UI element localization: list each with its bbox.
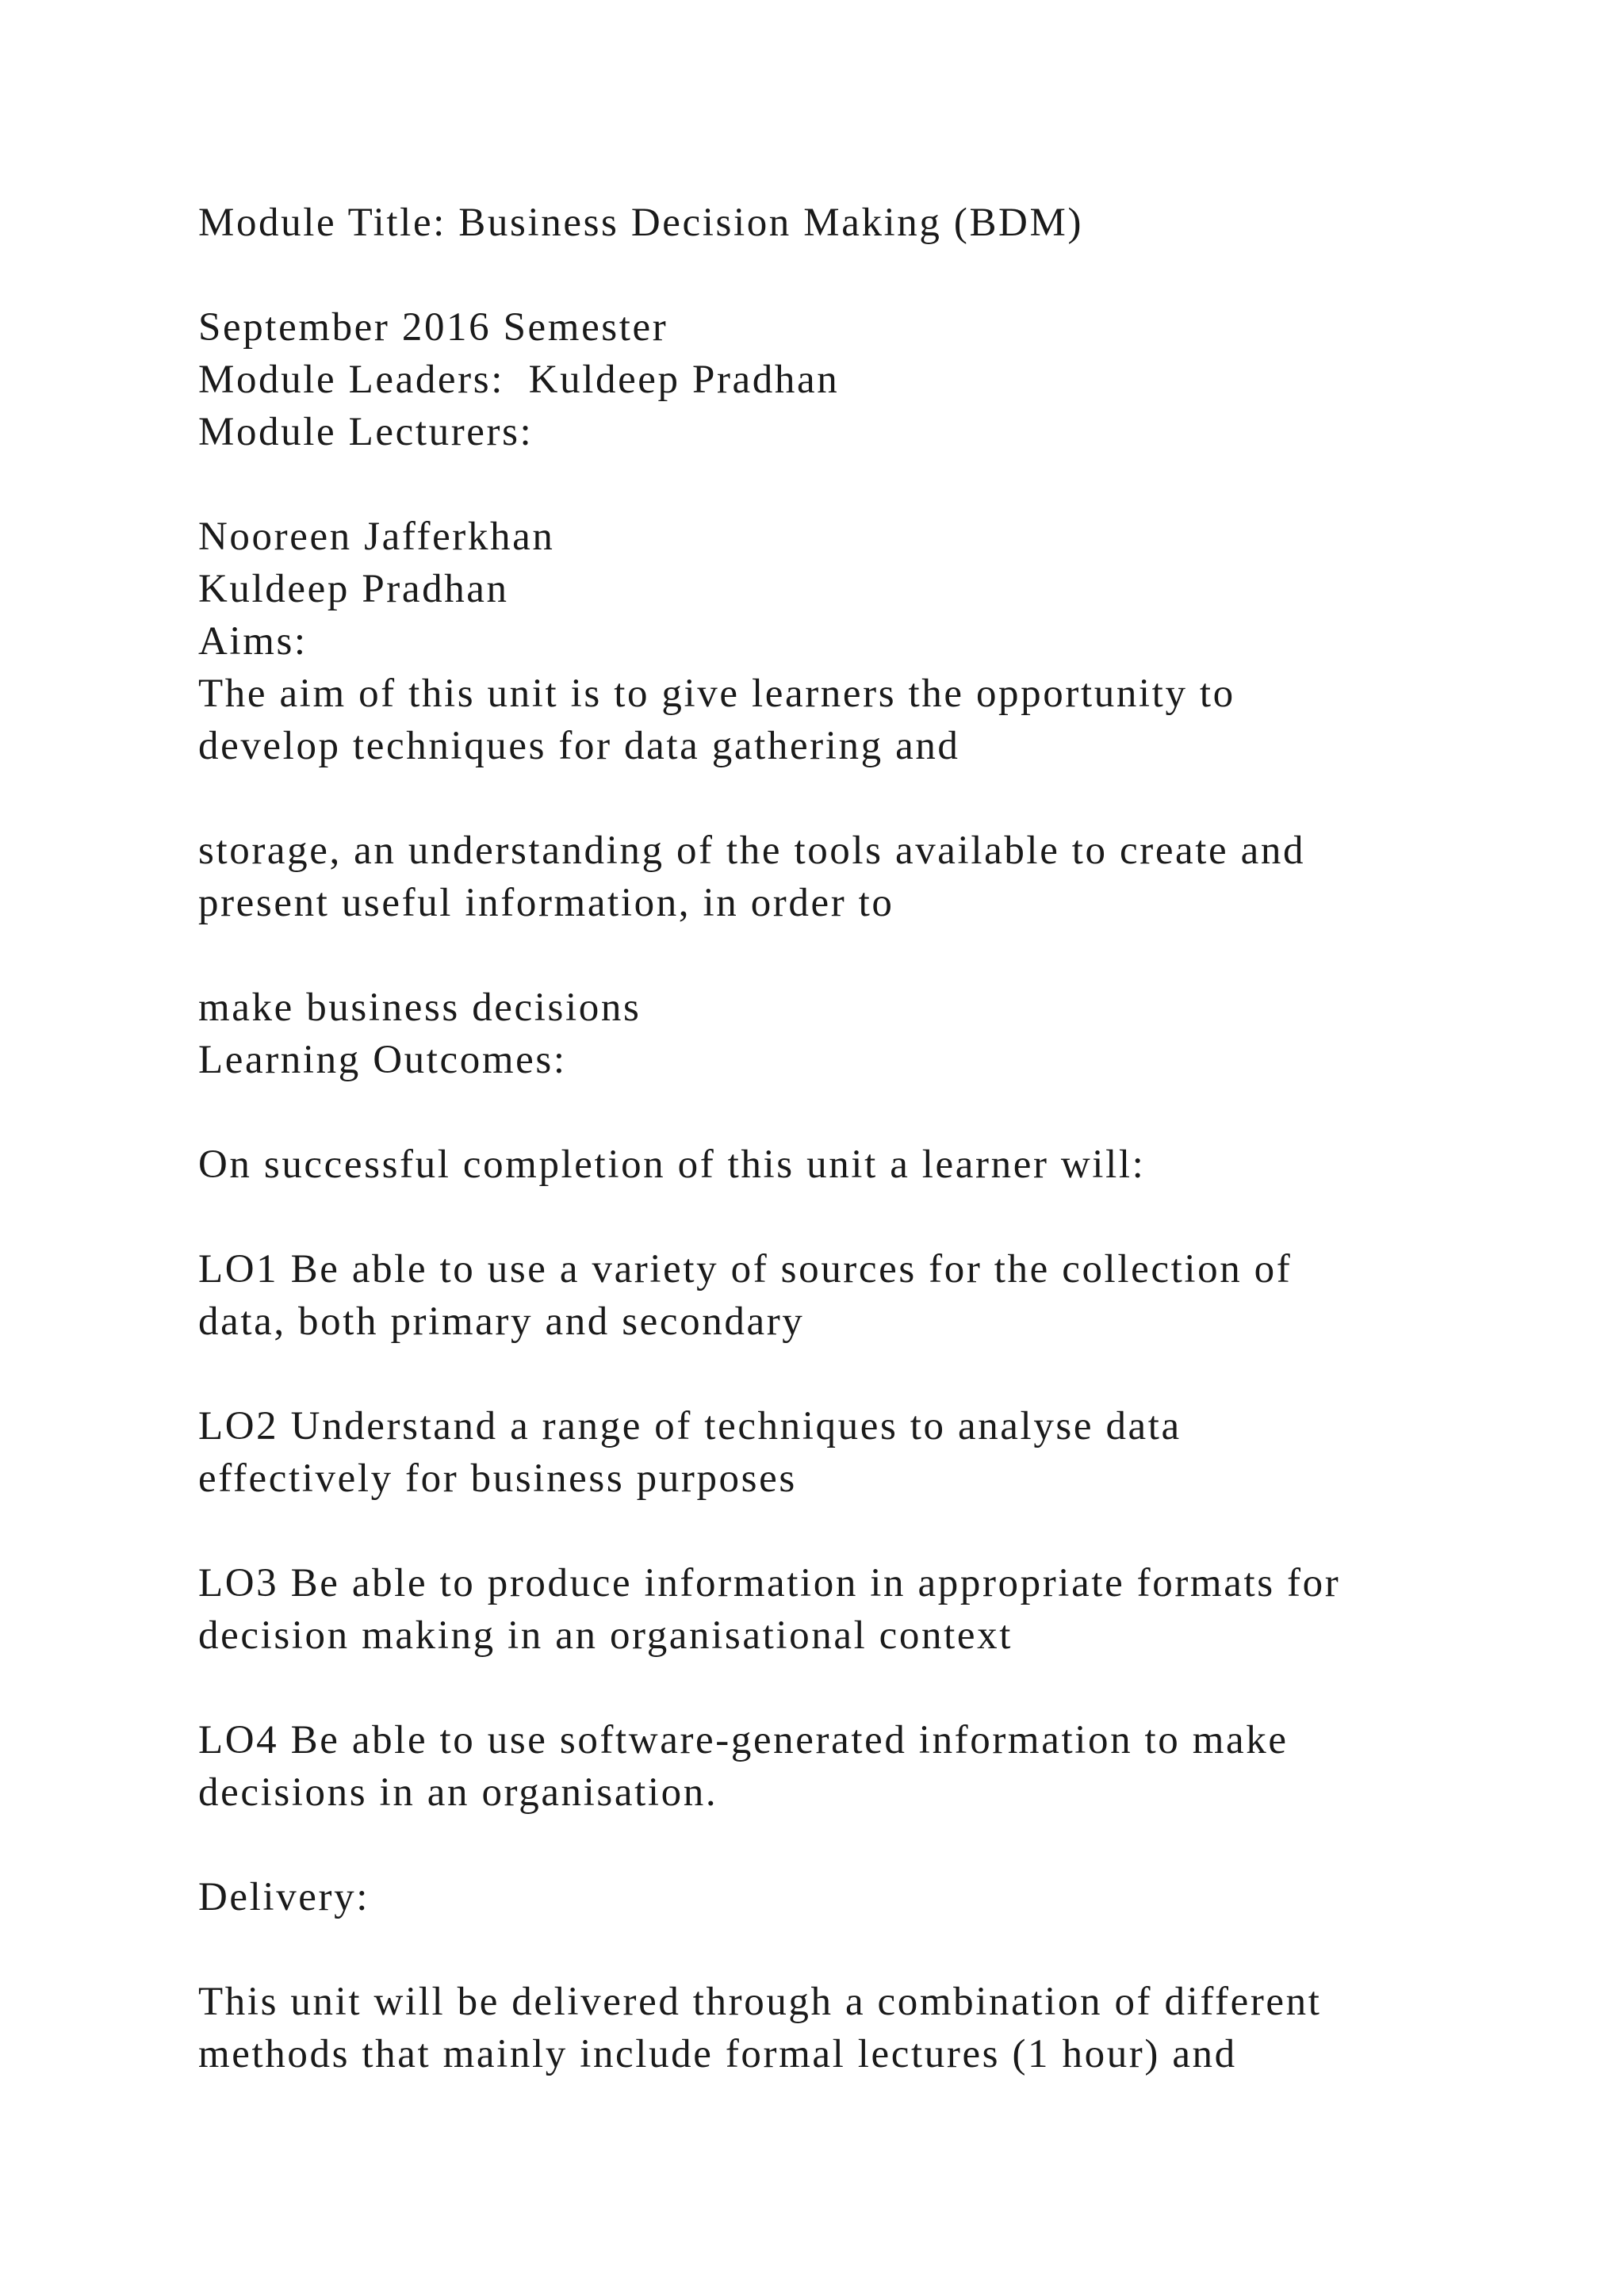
learning-outcomes-intro: On successful completion of this unit a learner will: [198,1142,1146,1187]
lo2-line: LO2 Understand a range of techniques to analyse data [198,1404,1182,1448]
module-leaders-line: Module Leaders: Kuldeep Pradhan [198,358,840,402]
delivery-heading: Delivery: [198,1875,370,1919]
blank-line [198,1505,1546,1557]
lo3-line: LO3 Be able to produce information in appropriate formats for [198,1561,1341,1605]
aims-text-line: develop techniques for data gathering and [198,724,960,768]
blank-line [198,1086,1546,1138]
lo4-line: decisions in an organisation. [198,1770,718,1815]
blank-line [198,772,1546,825]
aims-text-line: storage, an understanding of the tools available to create and [198,828,1306,873]
semester-line: September 2016 Semester [198,305,668,350]
blank-line [198,249,1546,301]
aims-text-line: present useful information, in order to [198,881,894,925]
blank-line [198,1819,1546,1871]
module-lecturers-heading: Module Lecturers: [198,410,534,454]
module-title-line: Module Title: Business Decision Making (BDM) [198,201,1084,245]
aims-text-line: The aim of this unit is to give learners the opportunity to [198,672,1235,716]
aims-text-line: make business decisions [198,985,642,1030]
delivery-text-line: methods that mainly include formal lectures (1 hour) and [198,2032,1237,2076]
blank-line [198,458,1546,511]
document-body [198,197,1546,2080]
lecturer-name: Nooreen Jafferkhan [198,515,555,559]
blank-line [198,929,1546,982]
lo3-line: decision making in an organisational context [198,1613,1013,1658]
delivery-text-line: This unit will be delivered through a combination of different [198,1980,1322,2024]
lo1-line: data, both primary and secondary [198,1299,805,1344]
learning-outcomes-heading: Learning Outcomes: [198,1038,567,1082]
blank-line [198,1191,1546,1243]
lo2-line: effectively for business purposes [198,1456,797,1501]
lecturer-name: Kuldeep Pradhan [198,567,509,611]
lo4-line: LO4 Be able to use software-generated information to make [198,1718,1289,1762]
blank-line [198,1348,1546,1400]
aims-heading: Aims: [198,619,308,664]
blank-line [198,1662,1546,1714]
blank-line [198,1923,1546,1976]
lo1-line: LO1 Be able to use a variety of sources for the collection of [198,1247,1293,1292]
